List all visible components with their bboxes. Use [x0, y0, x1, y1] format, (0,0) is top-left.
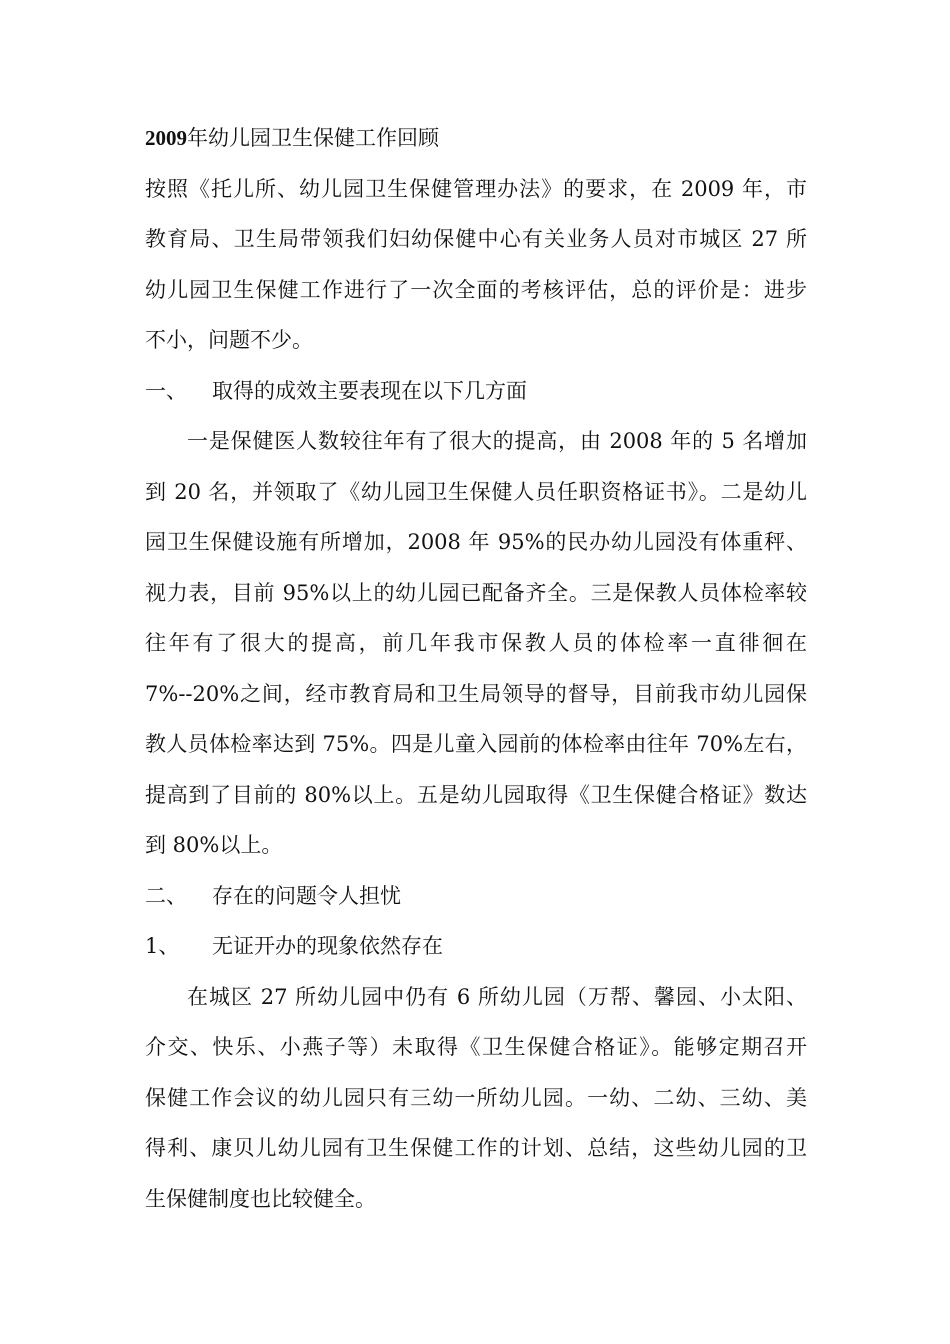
intro-line: 不小，问题不少。	[145, 328, 313, 352]
subsection1-line: 保健工作会议的幼儿园只有三幼一所幼儿园。一幼、二幼、三幼、美	[145, 1085, 807, 1110]
section1-line: 往年有了很大的提高，前几年我市保教人员的体检率一直徘徊在	[145, 631, 807, 655]
section-heading-text: 存在的问题令人担忧	[212, 883, 401, 908]
subsection1-line: 生保健制度也比较健全。	[145, 1186, 376, 1211]
subsection1-line: 得利、康贝儿幼儿园有卫生保健工作的计划、总结，这些幼儿园的卫	[145, 1136, 807, 1160]
section-number: 一、	[145, 378, 187, 403]
document-title	[145, 113, 807, 164]
section-heading-2	[145, 871, 807, 922]
subsection-heading-1	[145, 921, 807, 972]
title-year: 2009	[145, 126, 187, 150]
section1-line: 一是保健医人数较往年有了很大的提高，由 2008 年的 5 名增加	[187, 429, 807, 453]
title-text: 年幼儿园卫生保健工作回顾	[187, 126, 439, 150]
document-body	[145, 113, 807, 1224]
subsection1-line: 介交、快乐、小燕子等）未取得《卫生保健合格证》。能够定期召开	[145, 1035, 807, 1059]
section-number: 二、	[145, 883, 187, 908]
subsection-number: 1、	[145, 934, 180, 958]
section1-line: 园卫生保健设施有所增加，2008 年 95%的民办幼儿园没有体重秤、	[145, 530, 807, 554]
subsection1-line: 在城区 27 所幼儿园中仍有 6 所幼儿园（万帮、馨园、小太阳、	[187, 984, 807, 1009]
section-heading-text: 取得的成效主要表现在以下几方面	[212, 378, 527, 403]
intro-line: 教育局、卫生局带领我们妇幼保健中心有关业务人员对市城区 27 所	[145, 227, 807, 251]
section-heading-1	[145, 366, 807, 417]
section1-line: 教人员体检率达到 75%。四是儿童入园前的体检率由往年 70%左右，	[145, 732, 807, 756]
section1-line: 7%--20%之间，经市教育局和卫生局领导的督导，目前我市幼儿园保	[145, 681, 807, 706]
section1-line: 到 20 名，并领取了《幼儿园卫生保健人员任职资格证书》。二是幼儿	[145, 479, 807, 504]
intro-line: 幼儿园卫生保健工作进行了一次全面的考核评估，总的评价是：进步	[145, 277, 807, 302]
intro-line: 按照《托儿所、幼儿园卫生保健管理办法》的要求，在 2009 年，市	[145, 176, 807, 201]
subsection-heading-text: 无证开办的现象依然存在	[212, 934, 443, 958]
section1-line: 提高到了目前的 80%以上。五是幼儿园取得《卫生保健合格证》数达	[145, 782, 807, 807]
section1-line: 到 80%以上。	[145, 833, 283, 857]
section1-line: 视力表，目前 95%以上的幼儿园已配备齐全。三是保教人员体检率较	[145, 580, 807, 605]
